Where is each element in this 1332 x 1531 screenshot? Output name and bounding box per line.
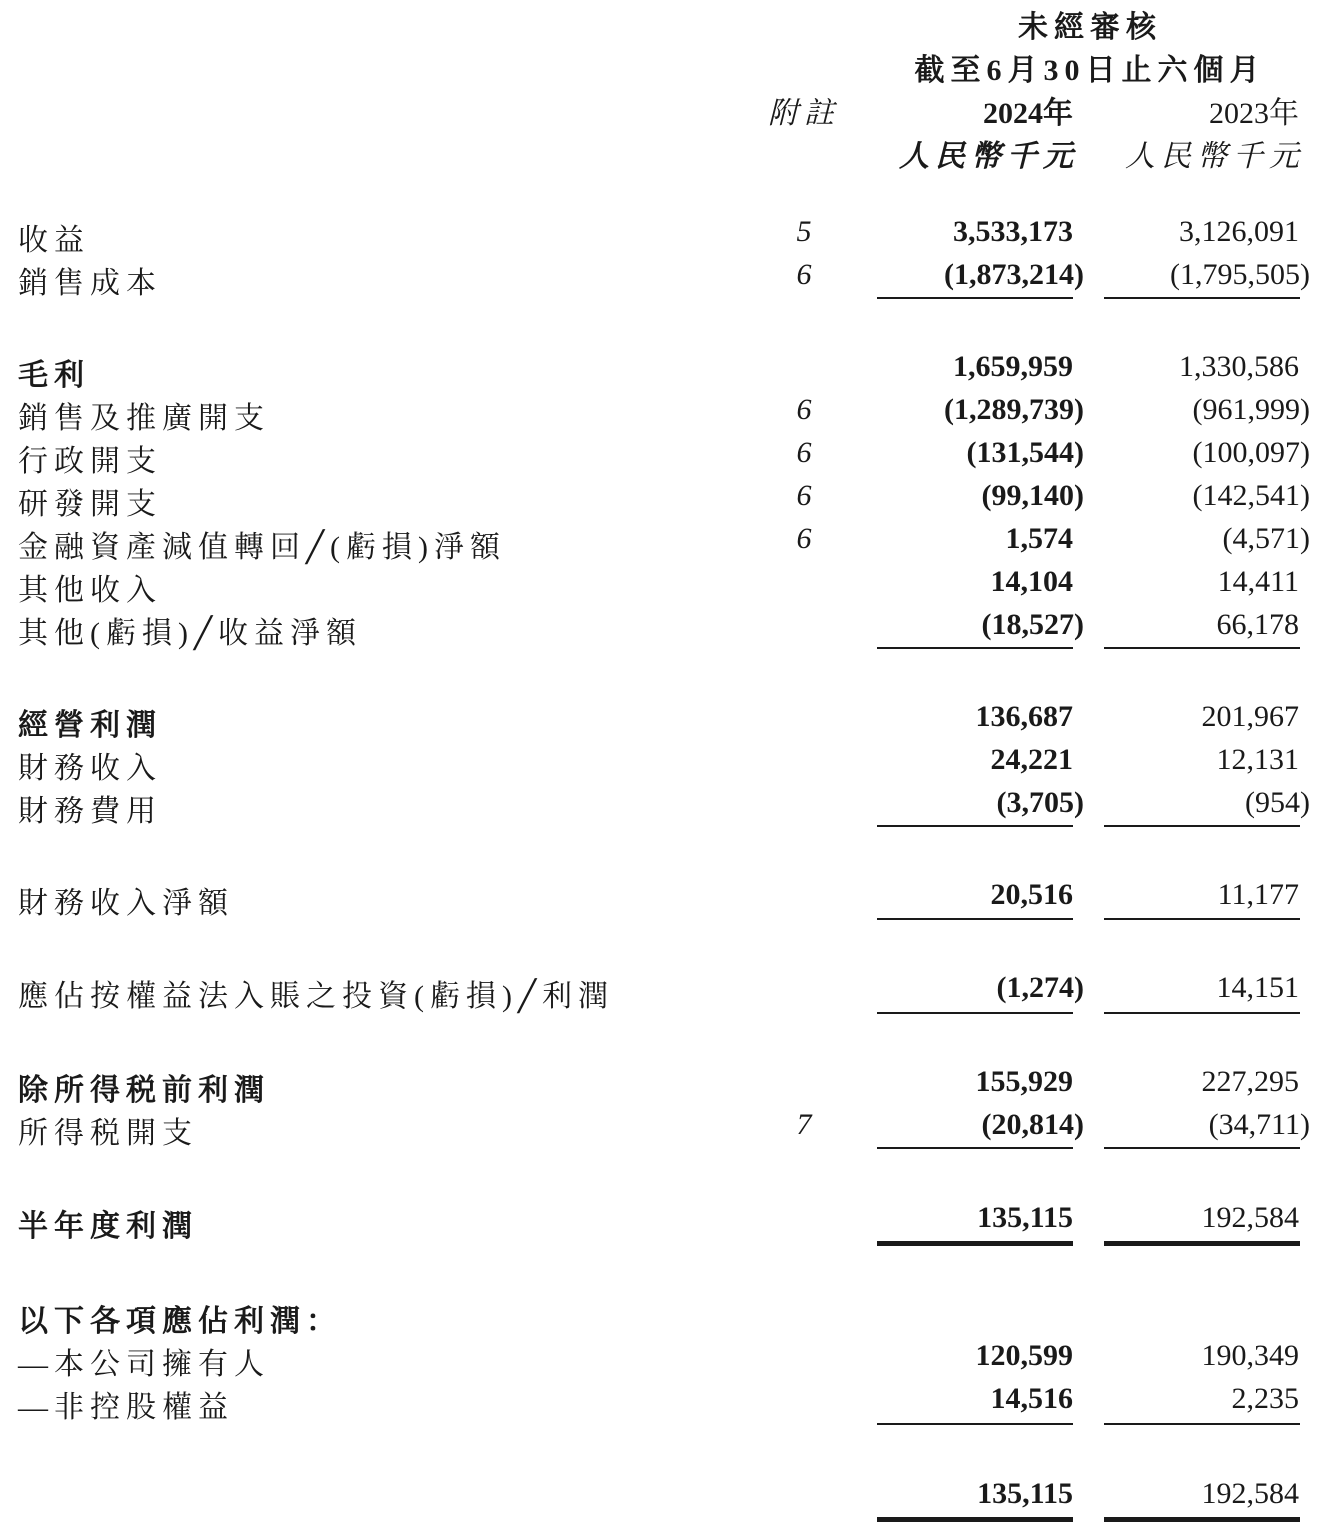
value-2023: 190,349 xyxy=(1201,1339,1299,1372)
row-label: 所得税開支 xyxy=(18,1117,198,1150)
row-label: 財務費用 xyxy=(18,795,162,828)
row-net-finance-income xyxy=(0,878,1332,921)
row-label: 研發開支 xyxy=(18,488,162,521)
value-2024: 24,221 xyxy=(990,743,1073,776)
value-2024: 3,533,173 xyxy=(953,215,1073,248)
row-label: 財務收入淨額 xyxy=(18,887,234,920)
row-finance-income xyxy=(0,743,1332,786)
row-other-income xyxy=(0,565,1332,608)
row-total xyxy=(0,1477,1332,1520)
value-2024: 1,574 xyxy=(1005,522,1073,555)
subtotal-rule xyxy=(1104,1147,1300,1149)
value-2023: (954) xyxy=(1245,786,1310,819)
row-note: 6 xyxy=(796,258,812,291)
row-label: 經營利潤 xyxy=(18,709,162,742)
subtotal-rule xyxy=(1104,918,1300,920)
row-operating-profit xyxy=(0,700,1332,743)
row-label: 財務收入 xyxy=(18,752,162,785)
subtotal-rule xyxy=(1104,1012,1300,1014)
row-label: 除所得税前利潤 xyxy=(18,1074,270,1107)
header-unit-2024: 人民幣千元 xyxy=(899,140,1079,173)
value-2023: 227,295 xyxy=(1201,1065,1299,1098)
subtotal-rule xyxy=(877,647,1073,649)
value-2024: (1,289,739) xyxy=(944,393,1084,426)
row-finance-costs xyxy=(0,786,1332,829)
row-label: —非控股權益 xyxy=(18,1391,234,1424)
subtotal-rule xyxy=(1104,1423,1300,1425)
total-rule xyxy=(1104,1517,1300,1522)
value-2023: 192,584 xyxy=(1201,1201,1299,1234)
row-other-gains xyxy=(0,608,1332,651)
total-rule xyxy=(1104,1241,1300,1246)
header-year-2024: 2024年 xyxy=(983,97,1073,130)
value-2023: 14,151 xyxy=(1216,971,1299,1004)
row-revenue xyxy=(0,215,1332,258)
value-2024: 155,929 xyxy=(975,1065,1073,1098)
row-cost-of-sales xyxy=(0,258,1332,301)
row-note: 5 xyxy=(796,215,812,248)
value-2023: 2,235 xyxy=(1231,1382,1299,1415)
value-2024: 120,599 xyxy=(975,1339,1073,1372)
header-unit-2023: 人民幣千元 xyxy=(1125,140,1305,173)
value-2023: (1,795,505) xyxy=(1170,258,1310,291)
value-2024: (1,873,214) xyxy=(944,258,1084,291)
subtotal-rule xyxy=(1104,297,1300,299)
subtotal-rule xyxy=(1104,647,1300,649)
value-2024: 14,104 xyxy=(990,565,1073,598)
subtotal-rule xyxy=(877,1423,1073,1425)
row-label: 半年度利潤 xyxy=(18,1210,198,1243)
value-2024: 136,687 xyxy=(975,700,1073,733)
value-2024: 1,659,959 xyxy=(953,350,1073,383)
row-impairment xyxy=(0,522,1332,565)
row-label: 收益 xyxy=(18,224,90,257)
value-2023: 12,131 xyxy=(1216,743,1299,776)
row-owners xyxy=(0,1339,1332,1382)
total-rule xyxy=(877,1517,1073,1522)
row-attributable-heading xyxy=(0,1296,1332,1339)
row-profit-before-tax xyxy=(0,1065,1332,1108)
value-2024: 135,115 xyxy=(977,1477,1073,1510)
row-label: 其他(虧損)╱收益淨額 xyxy=(18,617,363,650)
row-note: 6 xyxy=(796,479,812,512)
value-2024: (3,705) xyxy=(996,786,1084,819)
value-2024: 135,115 xyxy=(977,1201,1073,1234)
value-2023: (34,711) xyxy=(1208,1108,1310,1141)
value-2023: 201,967 xyxy=(1201,700,1299,733)
row-income-tax xyxy=(0,1108,1332,1151)
row-note: 6 xyxy=(796,436,812,469)
subtotal-rule xyxy=(877,1012,1073,1014)
value-2024: (131,544) xyxy=(966,436,1084,469)
row-label: 金融資產減值轉回╱(虧損)淨額 xyxy=(18,531,507,564)
value-2023: 192,584 xyxy=(1201,1477,1299,1510)
row-label: —本公司擁有人 xyxy=(18,1348,270,1381)
row-label: 毛利 xyxy=(18,359,90,392)
row-admin-expenses xyxy=(0,436,1332,479)
subtotal-rule xyxy=(877,918,1073,920)
row-gross-profit xyxy=(0,350,1332,393)
header-period: 截至6月30日止六個月 xyxy=(914,54,1266,87)
row-label: 行政開支 xyxy=(18,445,162,478)
value-2023: 3,126,091 xyxy=(1179,215,1299,248)
row-note: 7 xyxy=(796,1108,812,1141)
subtotal-rule xyxy=(877,297,1073,299)
subtotal-rule xyxy=(877,1147,1073,1149)
row-note: 6 xyxy=(796,393,812,426)
row-note: 6 xyxy=(796,522,812,555)
row-rd-expenses xyxy=(0,479,1332,522)
value-2024: 20,516 xyxy=(990,878,1073,911)
value-2024: 14,516 xyxy=(990,1382,1073,1415)
value-2024: (18,527) xyxy=(981,608,1084,641)
row-share-of-investments xyxy=(0,971,1332,1014)
row-profit-for-period xyxy=(0,1201,1332,1244)
value-2023: (4,571) xyxy=(1222,522,1310,555)
value-2023: 11,177 xyxy=(1217,878,1299,911)
header-unaudited: 未經審核 xyxy=(1018,11,1162,44)
value-2023: 14,411 xyxy=(1217,565,1299,598)
header-year-2023: 2023年 xyxy=(1209,97,1299,130)
row-selling-expenses xyxy=(0,393,1332,436)
subtotal-rule xyxy=(1104,825,1300,827)
value-2024: (99,140) xyxy=(981,479,1084,512)
value-2023: 1,330,586 xyxy=(1179,350,1299,383)
value-2024: (20,814) xyxy=(981,1108,1084,1141)
row-label: 應佔按權益法入賬之投資(虧損)╱利潤 xyxy=(18,980,615,1013)
row-label: 銷售及推廣開支 xyxy=(18,402,270,435)
row-label: 以下各項應佔利潤： xyxy=(18,1305,342,1338)
value-2023: 66,178 xyxy=(1216,608,1299,641)
value-2023: (961,999) xyxy=(1192,393,1310,426)
row-label: 銷售成本 xyxy=(18,267,162,300)
value-2023: (100,097) xyxy=(1192,436,1310,469)
row-label: 其他收入 xyxy=(18,574,162,607)
value-2023: (142,541) xyxy=(1192,479,1310,512)
total-rule xyxy=(877,1241,1073,1246)
subtotal-rule xyxy=(877,825,1073,827)
header-note: 附註 xyxy=(768,97,840,130)
value-2024: (1,274) xyxy=(996,971,1084,1004)
row-non-controlling xyxy=(0,1382,1332,1425)
